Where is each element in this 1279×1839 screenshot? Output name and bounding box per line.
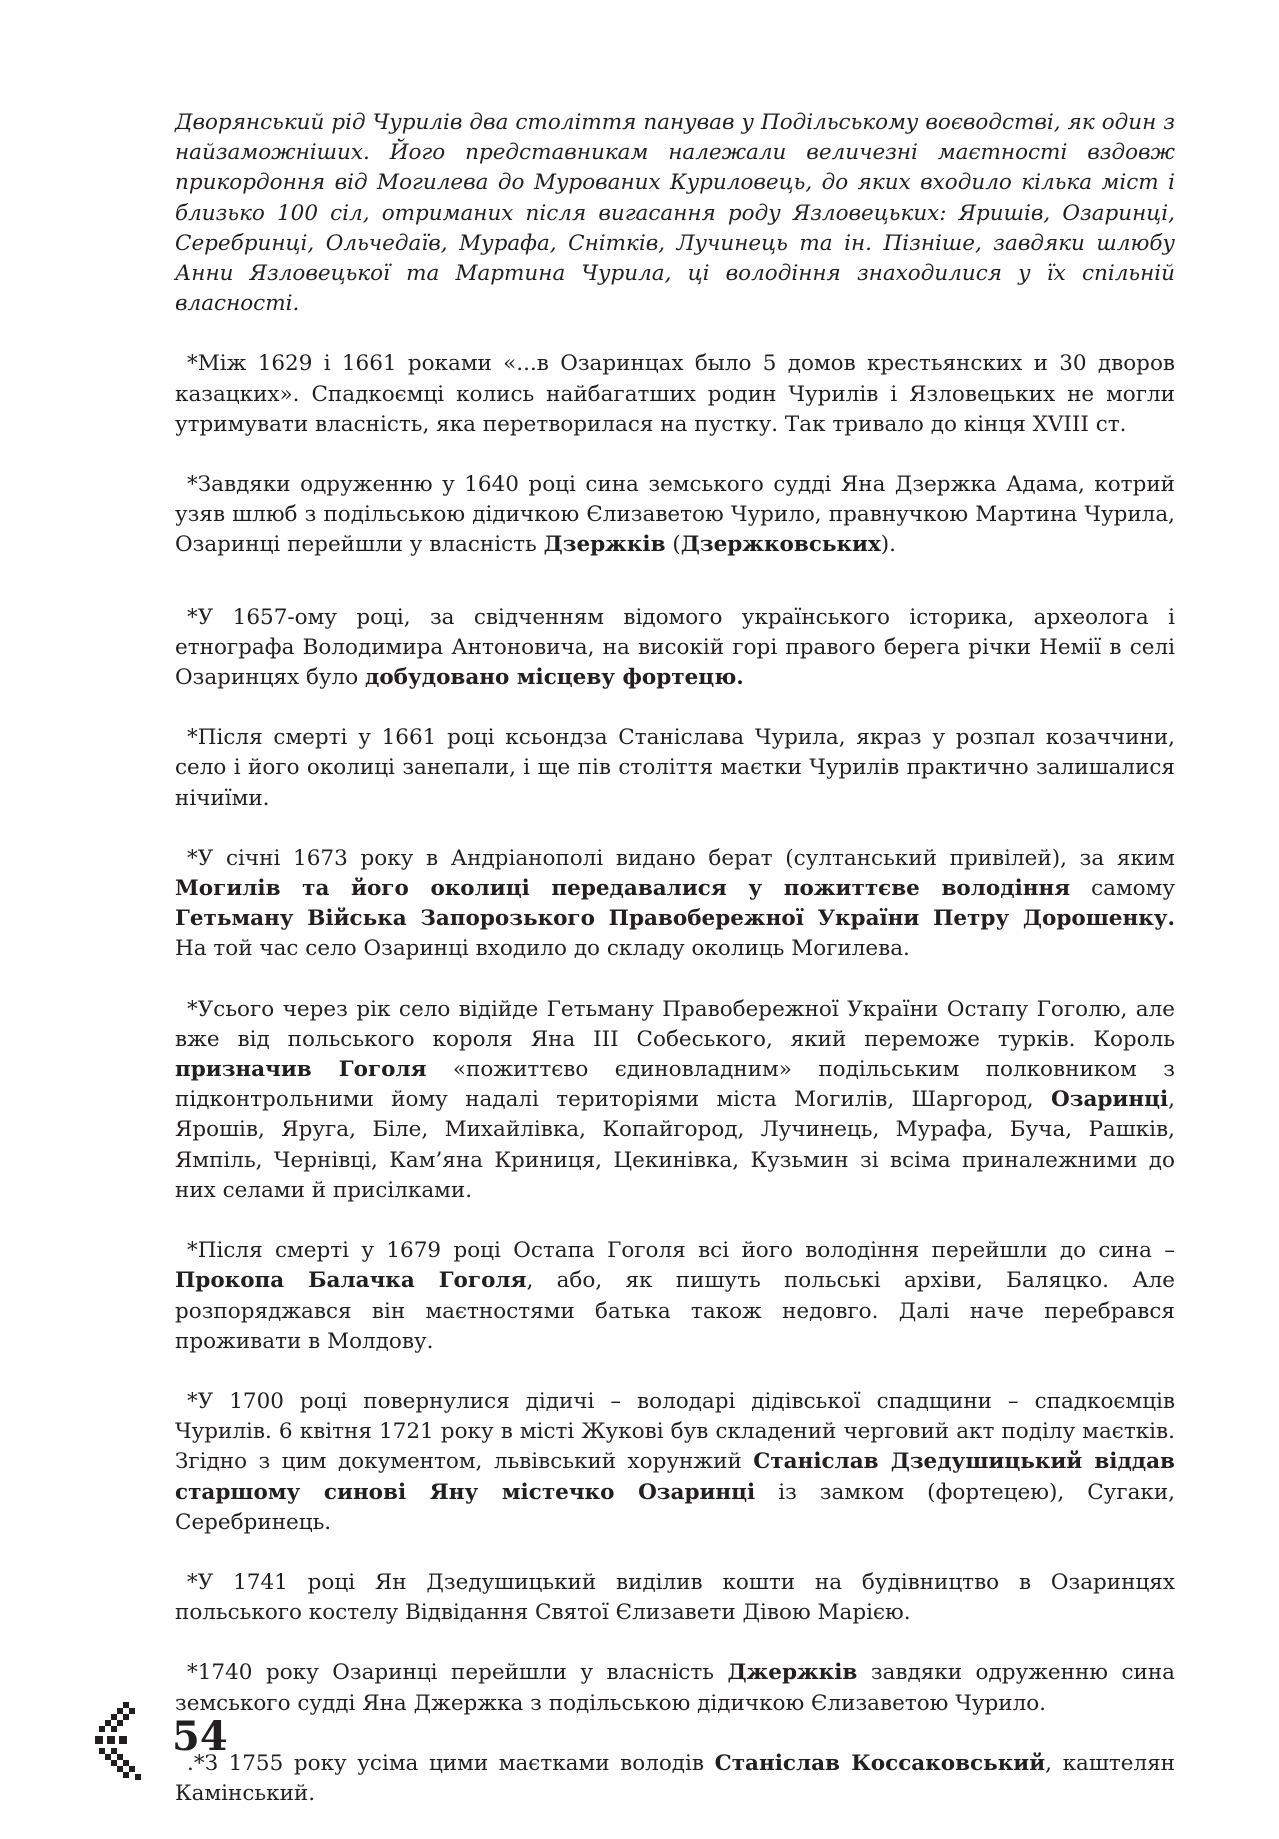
page-number: 54 bbox=[172, 1713, 228, 1760]
paragraph-1679: *Після смерті у 1679 році Остапа Гоголя всі його володіння перейшли до сина – Прокопа Балачка Гоголя, або, як пишуть польські архіви, Баляцко. Але розпоряджався він маєтностями батька також недовго. Далі наче перебрався проживати в Молдову. bbox=[175, 1238, 1175, 1354]
paragraph-1629: *Між 1629 і 1661 роками «...в Озаринцах было 5 домов крестьянских и 30 дворов казацких». Спадкоємці колись найбагатших родин Чурилів і Язловецьких не могли утримувати власність, яка перетворилася на пустку. Так тривало до кінця XVIII ст. bbox=[175, 351, 1175, 437]
paragraph-gogol: *Усього через рік село відійде Гетьману Правобережної України Остапу Гоголю, але вже від польського короля Яна III Собеського, який переможе турків. Король призначив Гоголя «пожиттєво єдиновладним» подільським полковником з підконтрольними йому надалі територіями міста Могилів, Шаргород, Озаринці, Ярошів, Яруга, Біле, Михайлівка, Копайгород, Лучинець, Мурафа, Буча, Рашків, Ямпіль, Чернівці, Кам’яна Криниця, Цекинівка, Кузьмин зі всіма приналежними до них селами й присілками. bbox=[175, 996, 1175, 1203]
paragraph-1755: .*З 1755 року усіма цими маєтками володів Станіслав Коссаковський, каштелян Камінський. bbox=[175, 1750, 1175, 1806]
paragraph-1640: *Завдяки одруженню у 1640 році сина земського судді Яна Дзержка Адама, котрий узяв шлюб з подільською дідичкою Єлизаветою Чурило, правнучкою Мартина Чурила, Озаринці перейшли у власність Дзержків (Дзержковських). bbox=[175, 472, 1175, 558]
body-text bbox=[175, 108, 1175, 1839]
paragraph-1673: *У січні 1673 року в Андріанополі видано берат (султанський привілей), за яким Могилів та його околиці передавалися у пожиттєве володіння самому Гетьману Війська Запорозького Правобережної України Петру Дорошенку. На той час село Озаринці входило до складу околиць Могилева. bbox=[175, 845, 1175, 962]
paragraph-1700: *У 1700 році повернулися дідичі – володарі дідівської спадщини – спадкоємців Чурилів. 6 квітня 1721 року в місті Жукові був складений черговий акт поділу маєтків. Згідно з цим документом, львівський хорунжий Станіслав Дзедушицький віддав старшому синові Яну містечко Озаринці із замком (фортецею), Сугаки, Серебринець. bbox=[175, 1388, 1175, 1535]
embroidery-ornament-icon bbox=[95, 1700, 143, 1782]
paragraph-1661: *Після смерті у 1661 році ксьондза Станіслава Чурила, якраз у розпал козаччини, село і його околиці занепали, і ще пів століття маєтки Чурилів практично залишалися нічиїми. bbox=[175, 725, 1175, 811]
intro-paragraph: Дворянський рід Чурилів два століття панував у Подільському воєводстві, як один з найзаможніших. Його представникам належали величезні маєтності вздовж прикордоння від Могилева до Мурованих Куриловець, до яких входило кілька міст і близько 100 сіл, отриманих після вигасання роду Язловецьких: Яришів, Озаринці, Серебринці, Ольчедаїв, Мурафа, Снітків, Лучинець та ін. Пізніше, завдяки шлюбу Анни Язловецької та Мартина Чурила, ці володіння знаходилися у їх спільній власності. bbox=[175, 110, 1175, 317]
paragraph-1657: *У 1657-ому році, за свідченням відомого українського історика, археолога і етнографа Володимира Антоновича, на високій горі правого берега річки Немії в селі Озаринцях було добудовано місцеву фортецю. bbox=[175, 604, 1175, 691]
paragraph-1740: *1740 року Озаринці перейшли у власність Джержків завдяки одруженню сина земського судді Яна Джержка з подільською дідичкою Єлизаветою Чурило. bbox=[175, 1660, 1175, 1716]
paragraph-1741: *У 1741 році Ян Дзедушицький виділив кошти на будівництво в Озаринцях польського костелу Відвідання Святої Єлизавети Дівою Марією. bbox=[175, 1569, 1175, 1626]
